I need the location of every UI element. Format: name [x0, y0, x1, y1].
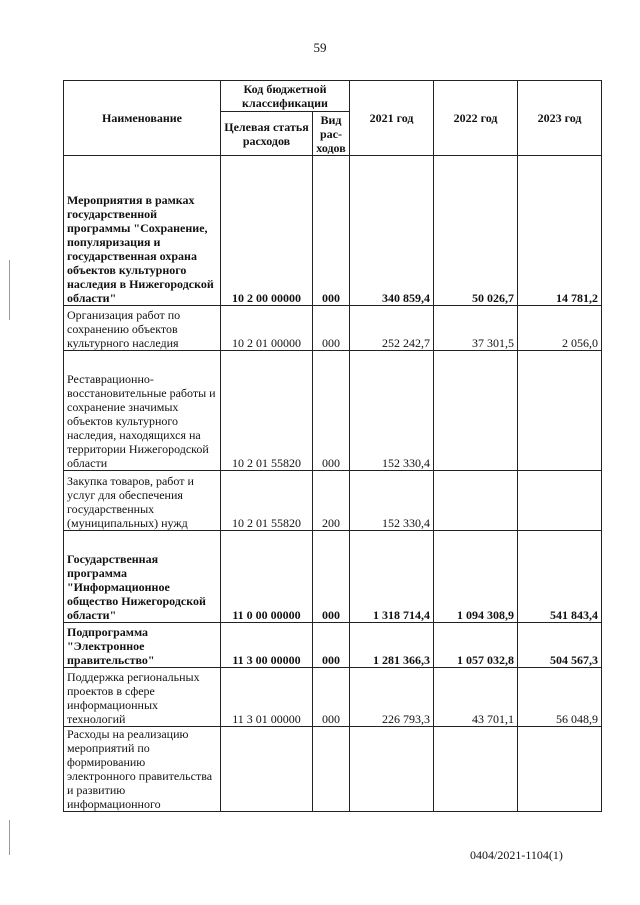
- row-2022-cell: 37 301,5: [434, 306, 518, 351]
- row-2021-cell: 1 318 714,4: [350, 531, 434, 623]
- row-target-code-cell: 10 2 01 00000: [221, 306, 313, 351]
- row-2023-cell: 2 056,0: [518, 306, 602, 351]
- row-2023-cell: 14 781,2: [518, 156, 602, 306]
- margin-mark: [9, 260, 10, 320]
- table-row: [64, 668, 602, 727]
- table-row: [64, 471, 602, 531]
- row-expense-kind-cell: 000: [313, 156, 350, 306]
- header-name: Наименование: [64, 81, 221, 156]
- row-expense-kind-cell: 000: [313, 531, 350, 623]
- row-name-cell: Подпрограмма "Электронное правительство": [64, 623, 221, 668]
- row-target-code-cell: 11 3 01 00000: [221, 668, 313, 727]
- row-expense-kind-cell: 000: [313, 351, 350, 471]
- row-name-cell: Организация работ по сохранению объектов культурного наследия: [64, 306, 221, 351]
- table-row: [64, 531, 602, 623]
- row-name-cell: Поддержка региональных проектов в сфере информационных технологий: [64, 668, 221, 727]
- row-name-cell: Мероприятия в рамках государственной программы "Сохранение, популяризация и государственная охрана объектов культурного наследия в Нижегородской области": [64, 156, 221, 306]
- row-2022-cell: 1 094 308,9: [434, 531, 518, 623]
- row-2023-cell: [518, 727, 602, 812]
- row-expense-kind-cell: 000: [313, 623, 350, 668]
- header-2022: 2022 год: [434, 81, 518, 156]
- row-name-cell: Государственная программа "Информационное общество Нижегородской области": [64, 531, 221, 623]
- header-budget-classification: Код бюджетной классификации: [221, 81, 350, 112]
- table-row: [64, 727, 602, 812]
- row-target-code-cell: 11 3 00 00000: [221, 623, 313, 668]
- row-target-code-cell: 10 2 01 55820: [221, 351, 313, 471]
- row-2021-cell: 252 242,7: [350, 306, 434, 351]
- document-code: 0404/2021-1104(1): [470, 848, 563, 862]
- row-2021-cell: 226 793,3: [350, 668, 434, 727]
- margin-mark: [9, 820, 10, 855]
- row-2021-cell: 340 859,4: [350, 156, 434, 306]
- row-name-cell: Закупка товаров, работ и услуг для обеспечения государственных (муниципальных) нужд: [64, 471, 221, 531]
- table-row: [64, 351, 602, 471]
- header-2021: 2021 год: [350, 81, 434, 156]
- row-2022-cell: 43 701,1: [434, 668, 518, 727]
- row-2023-cell: 541 843,4: [518, 531, 602, 623]
- header-target-article: Целевая статья расходов: [221, 112, 313, 156]
- row-expense-kind-cell: 200: [313, 471, 350, 531]
- row-expense-kind-cell: [313, 727, 350, 812]
- row-target-code-cell: 10 2 01 55820: [221, 471, 313, 531]
- row-2022-cell: [434, 351, 518, 471]
- row-2023-cell: 56 048,9: [518, 668, 602, 727]
- row-2021-cell: [350, 727, 434, 812]
- header-expense-kind: Вид рас-ходов: [313, 112, 350, 156]
- row-2023-cell: 504 567,3: [518, 623, 602, 668]
- row-target-code-cell: [221, 727, 313, 812]
- table-row: [64, 156, 602, 306]
- row-2021-cell: 152 330,4: [350, 471, 434, 531]
- row-2022-cell: [434, 727, 518, 812]
- row-expense-kind-cell: 000: [313, 306, 350, 351]
- row-name-cell: Реставрационно-восстановительные работы и сохранение значимых объектов культурного наследия, находящихся на территории Нижегородской области: [64, 351, 221, 471]
- table-row: [64, 623, 602, 668]
- row-target-code-cell: 11 0 00 00000: [221, 531, 313, 623]
- table-row: [64, 306, 602, 351]
- row-2023-cell: [518, 471, 602, 531]
- row-name-cell: Расходы на реализацию мероприятий по формированию электронного правительства и развитию информационного: [64, 727, 221, 812]
- budget-table: [63, 80, 602, 812]
- row-2021-cell: 1 281 366,3: [350, 623, 434, 668]
- row-2023-cell: [518, 351, 602, 471]
- header-2023: 2023 год: [518, 81, 602, 156]
- row-expense-kind-cell: 000: [313, 668, 350, 727]
- row-2021-cell: 152 330,4: [350, 351, 434, 471]
- row-2022-cell: 50 026,7: [434, 156, 518, 306]
- page-number: 59: [313, 40, 327, 55]
- row-2022-cell: 1 057 032,8: [434, 623, 518, 668]
- row-2022-cell: [434, 471, 518, 531]
- row-target-code-cell: 10 2 00 00000: [221, 156, 313, 306]
